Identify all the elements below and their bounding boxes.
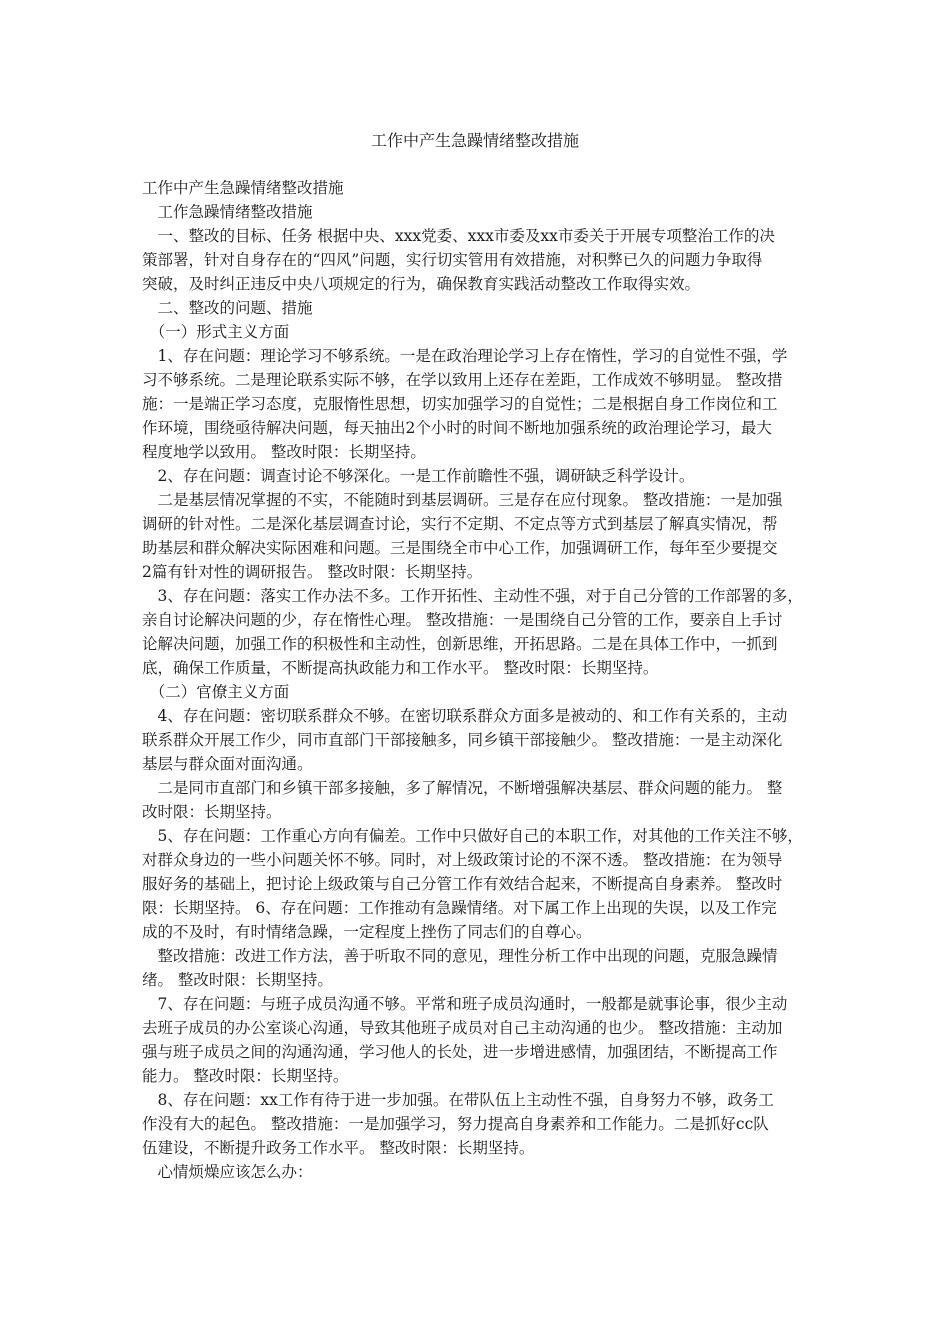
text-line: 调研的针对性。二是深化基层调查讨论，实行不定期、不定点等方式到基层了解真实情况，帮: [142, 515, 778, 533]
text-line: 助基层和群众解决实际困难和问题。三是围绕全市中心工作，加强调研工作，每年至少要提交: [142, 539, 778, 557]
text-line: 去班子成员的办公室谈心沟通，导致其他班子成员对自己主动沟通的也少。 整改措施：主动加: [142, 1019, 783, 1037]
text-line: 习不够系统。二是理论联系实际不够，在学以致用上还存在差距，工作成效不够明显。 整改措: [142, 371, 783, 389]
document-title: 工作中产生急躁情绪整改措施: [370, 131, 579, 150]
text-line: 二是基层情况掌握的不实，不能随时到基层调研。三是存在应付现象。 整改措施：一是加强: [142, 491, 783, 509]
text-line: 二是同市直部门和乡镇干部多接触，多了解情况，不断增强解决基层、群众问题的能力。 整: [142, 779, 783, 797]
text-line: 绪。 整改时限：长期坚持。: [142, 971, 333, 989]
text-line: 4、存在问题：密切联系群众不够。在密切联系群众方面多是被动的、和工作有关系的，主动: [142, 707, 788, 725]
text-line: （二）官僚主义方面: [142, 683, 290, 701]
text-line: 对群众身边的一些小问题关怀不够。同时，对上级政策讨论的不深不透。 整改措施：在为领导: [142, 851, 783, 869]
text-line: （一）形式主义方面: [142, 323, 290, 341]
text-line: 一、整改的目标、任务 根据中央、xxx党委、xxx市委及xx市委关于开展专项整治工作的决: [142, 227, 775, 245]
text-line: 亲自讨论解决问题的少，存在惰性心理。 整改措施：一是围绕自己分管的工作，要亲自上手讨: [142, 611, 783, 629]
text-line: 能力。 整改时限：长期坚持。: [142, 1067, 349, 1085]
text-line: 突破，及时纠正违反中央八项规定的行为，确保教育实践活动整改工作取得实效。: [142, 275, 701, 293]
text-line: 8、存在问题：xx工作有待于进一步加强。在带队伍上主动性不强，自身努力不够，政务工: [142, 1091, 774, 1109]
text-line: 施：一是端正学习态度，克服惰性思想，切实加强学习的自觉性；二是根据自身工作岗位和工: [142, 395, 778, 413]
text-line: 策部署，针对自身存在的“四风”问题，实行切实管用有效措施，对积弊已久的问题力争取得: [142, 251, 763, 269]
text-line: 工作中产生急躁情绪整改措施: [142, 179, 344, 197]
document-body: [142, 176, 812, 1184]
text-line: 基层与群众面对面沟通。: [142, 755, 313, 773]
text-line: 服好务的基础上，把讨论上级政策与自己分管工作有效结合起来，不断提高自身素养。 整改时: [142, 875, 783, 893]
text-line: 2篇有针对性的调研报告。 整改时限：长期坚持。: [142, 563, 483, 581]
text-line: 二、整改的问题、措施: [142, 299, 313, 317]
text-line: 5、存在问题：工作重心方向有偏差。工作中只做好自己的本职工作，对其他的工作关注不够，: [142, 827, 803, 845]
text-line: 3、存在问题：落实工作办法不多。工作开拓性、主动性不强，对于自己分管的工作部署的多，: [142, 587, 803, 605]
text-line: 成的不及时，有时情绪急躁，一定程度上挫伤了同志们的自尊心。: [142, 923, 592, 941]
text-line: 改时限：长期坚持。: [142, 803, 282, 821]
text-line: 限：长期坚持。 6、存在问题：工作推动有急躁情绪。对下属工作上出现的失误，以及工作完: [142, 899, 777, 917]
text-line: 联系群众开展工作少，同市直部门干部接触多，同乡镇干部接触少。 整改措施：一是主动深化: [142, 731, 783, 749]
text-line: 7、存在问题：与班子成员沟通不够。平常和班子成员沟通时，一般都是就事论事，很少主动: [142, 995, 788, 1013]
text-line: 论解决问题，加强工作的积极性和主动性，创新思维，开拓思路。二是在具体工作中，一抓到: [142, 635, 778, 653]
text-line: 1、存在问题：理论学习不够系统。一是在政治理论学习上存在惰性，学习的自觉性不强，学: [142, 347, 788, 365]
text-line: 伍建设，不断提升政务工作水平。 整改时限：长期坚持。: [142, 1139, 535, 1157]
text-line: 整改措施：改进工作方法，善于听取不同的意见，理性分析工作中出现的问题，克服急躁情: [142, 947, 778, 965]
text-line: 2、存在问题：调查讨论不够深化。一是工作前瞻性不强，调研缺乏科学设计。: [142, 467, 695, 485]
text-line: 心情烦燥应该怎么办：: [142, 1163, 313, 1181]
text-line: 底，确保工作质量，不断提高执政能力和工作水平。 整改时限：长期坚持。: [142, 659, 659, 677]
text-line: 强与班子成员之间的沟通沟通，学习他人的长处，进一步增进感情，加强团结，不断提高工作: [142, 1043, 778, 1061]
text-line: 作没有大的起色。 整改措施：一是加强学习，努力提高自身素养和工作能力。二是抓好cc队: [142, 1115, 769, 1133]
text-line: 程度地学以致用。 整改时限：长期坚持。: [142, 443, 426, 461]
text-line: 作环境，围绕亟待解决问题，每天抽出2个小时的时间不断地加强系统的政治理论学习，最大: [142, 419, 772, 437]
text-line: 工作急躁情绪整改措施: [142, 203, 313, 221]
